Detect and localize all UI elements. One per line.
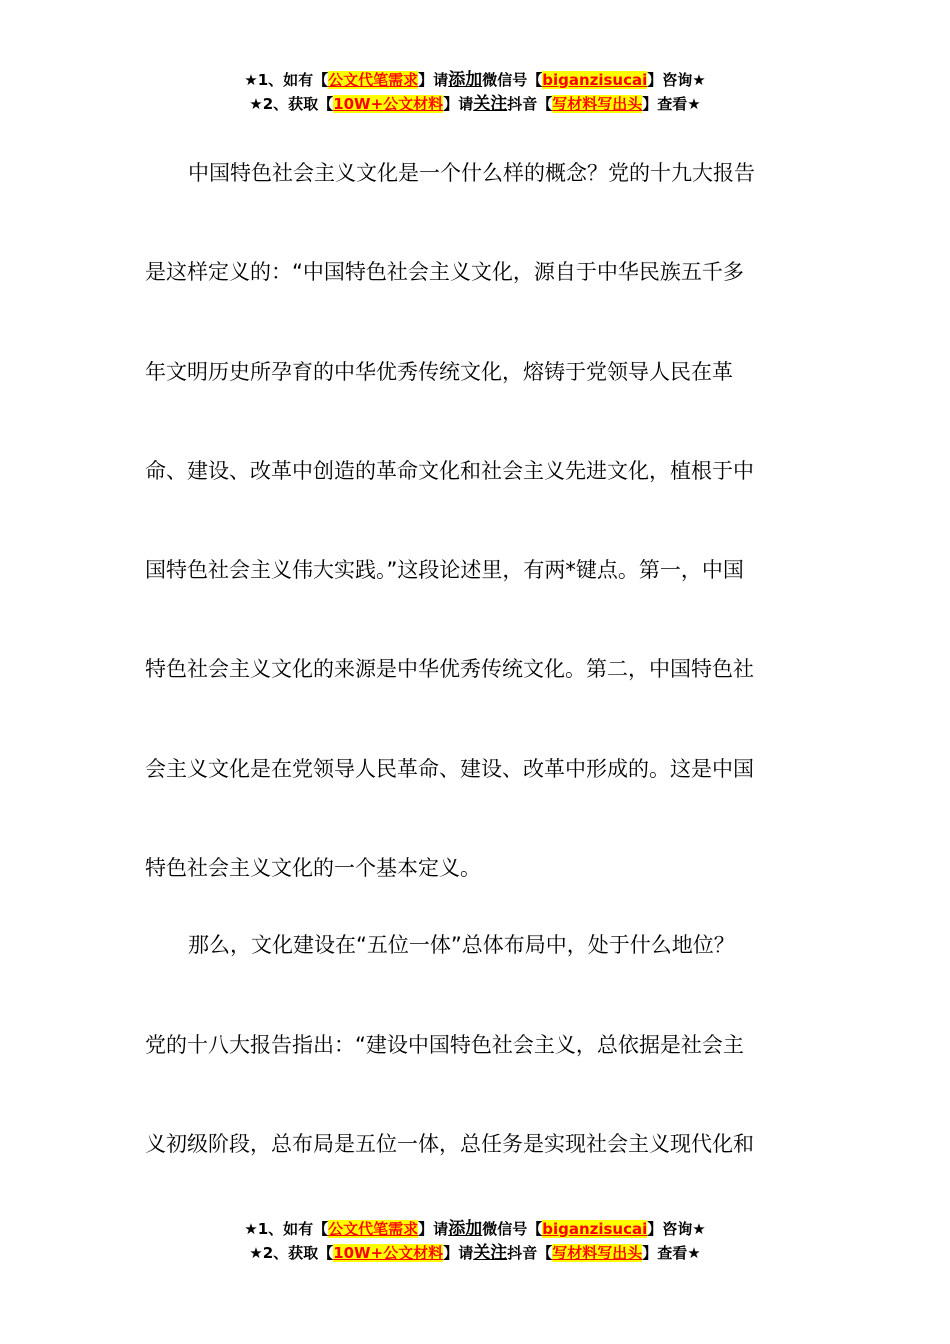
banner-line-2 [0,92,950,116]
highlight-douyin-account: 写材料写出头 [552,1244,643,1262]
paragraph-line: 特色社会主义文化的一个基本定义。 [145,856,481,881]
banner-emphasis: 添加 [448,1219,483,1239]
highlight-douyin-account: 写材料写出头 [552,95,643,113]
paragraph-line: 会主义文化是在党领导人民革命、建设、改革中形成的。这是中国 [145,756,754,781]
paragraph-line: 党的十八大报告指出：“建设中国特色社会主义，总依据是社会主 [145,1032,744,1057]
paragraph-line: 是这样定义的：“中国特色社会主义文化，源自于中华民族五千多 [145,260,744,285]
banner-text: 】请 [418,71,449,89]
banner-emphasis: 添加 [448,70,483,90]
banner-emphasis: 关注 [473,1243,508,1263]
highlight-service: 公文代笔需求 [328,1220,419,1238]
banner-text: 】咨询★ [647,71,706,89]
banner-line-1 [0,68,950,92]
banner-text: 抖音【 [507,1244,553,1262]
highlight-materials: 10W+公文材料 [333,95,444,113]
paragraph-line: 义初级阶段，总布局是五位一体，总任务是实现社会主义现代化和 [145,1131,754,1156]
banner-text: 】查看★ [642,95,701,113]
banner-text: 】请 [443,1244,474,1262]
banner-text: 】查看★ [642,1244,701,1262]
banner-line-2 [0,1241,950,1265]
banner-text: ★2、获取【 [249,1244,334,1262]
banner-text: ★1、如有【 [244,71,329,89]
footer-banner [0,1217,950,1265]
header-banner [0,68,950,116]
banner-text: 微信号【 [482,71,543,89]
highlight-materials: 10W+公文材料 [333,1244,444,1262]
banner-text: 】请 [418,1220,449,1238]
paragraph-line: 国特色社会主义伟大实践。”这段论述里，有两*键点。第一，中国 [145,558,744,583]
banner-text: ★2、获取【 [249,95,334,113]
paragraph-line: 年文明历史所孕育的中华优秀传统文化，熔铸于党领导人民在革 [145,359,733,384]
banner-text: 】咨询★ [647,1220,706,1238]
paragraph-line: 命、建设、改革中创造的革命文化和社会主义先进文化，植根于中 [145,458,754,483]
highlight-wechat-id: biganzisucai [542,71,648,89]
highlight-wechat-id: biganzisucai [542,1220,648,1238]
paragraph-line: 那么，文化建设在“五位一体”总体布局中，处于什么地位？ [188,933,735,958]
banner-text: ★1、如有【 [244,1220,329,1238]
banner-text: 抖音【 [507,95,553,113]
banner-emphasis: 关注 [473,94,508,114]
paragraph-line: 中国特色社会主义文化是一个什么样的概念？党的十九大报告 [188,161,755,185]
banner-text: 微信号【 [482,1220,543,1238]
highlight-service: 公文代笔需求 [328,71,419,89]
paragraph-line: 特色社会主义文化的来源是中华优秀传统文化。第二，中国特色社 [145,657,754,682]
banner-line-1 [0,1217,950,1241]
document-body [145,124,805,1194]
banner-text: 】请 [443,95,474,113]
